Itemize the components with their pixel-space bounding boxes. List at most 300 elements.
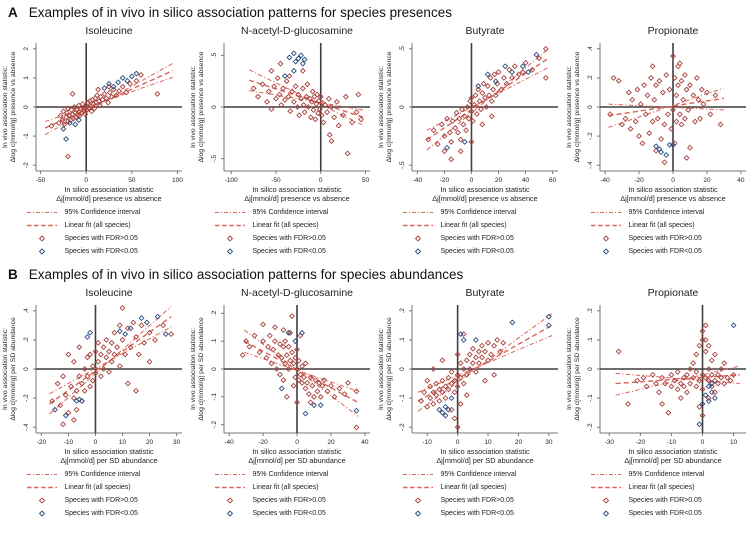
data-point-diamond-icon: [688, 145, 693, 150]
svg-text:.2: .2: [587, 308, 594, 314]
data-point-diamond-icon: [99, 352, 104, 357]
legend-label: Species with FDR<0.05: [628, 510, 702, 517]
ci-line-icon: [402, 470, 434, 479]
svg-text:-2: -2: [23, 162, 30, 169]
data-point-diamond-icon: [452, 416, 457, 421]
data-point-diamond-icon: [82, 389, 87, 394]
data-point-diamond-icon: [134, 71, 139, 76]
svg-text:.2: .2: [399, 308, 406, 314]
legend-label: Species with FDR<0.05: [252, 510, 326, 517]
svg-text:0: 0: [399, 367, 406, 371]
data-point-diamond-icon: [694, 370, 699, 375]
legend-item-marker_blue: [214, 245, 351, 258]
data-point-diamond-icon: [72, 418, 77, 423]
data-point-diamond-icon: [309, 115, 314, 120]
legend-item-marker_blue: [26, 507, 163, 520]
data-point-diamond-icon: [688, 381, 693, 386]
series-marker_blue: [279, 331, 358, 416]
data-point-diamond-icon: [461, 381, 466, 386]
svg-text:-40: -40: [600, 177, 610, 184]
svg-text:.1: .1: [399, 337, 406, 343]
data-point-diamond-icon: [688, 83, 693, 88]
data-point-diamond-icon: [491, 87, 496, 92]
data-point-diamond-icon: [356, 92, 361, 97]
data-point-diamond-icon: [336, 123, 341, 128]
data-point-diamond-icon: [464, 358, 469, 363]
data-point-diamond-icon: [278, 61, 283, 66]
data-point-diamond-icon: [325, 110, 330, 115]
data-point-diamond-icon: [281, 378, 286, 383]
svg-text:-20: -20: [439, 177, 450, 184]
legend-label: Species with FDR>0.05: [440, 497, 514, 504]
svg-text:Δlog c[mmol/g] per SD abundanc: Δlog c[mmol/g] per SD abundance: [386, 317, 393, 421]
data-point-diamond-icon: [722, 361, 727, 366]
linear-fit-line: [244, 341, 358, 402]
data-point-diamond-icon: [649, 76, 654, 81]
data-point-diamond-icon: [335, 100, 340, 105]
data-point-diamond-icon: [300, 381, 305, 386]
svg-text:0: 0: [671, 177, 675, 184]
svg-text:-10: -10: [63, 439, 74, 446]
data-point-diamond-icon: [713, 93, 718, 98]
series-marker_blue: [53, 314, 168, 418]
svg-text:In silico association statisti: In silico association statistic: [440, 185, 530, 194]
data-point-diamond-icon: [440, 378, 445, 383]
svg-text:30: 30: [172, 439, 181, 446]
scatter-plot-a-isoleucine: [0, 21, 188, 205]
data-point-diamond-icon: [437, 399, 442, 404]
chart-cell-a-propionate: [564, 21, 752, 258]
data-point-diamond-icon: [480, 355, 485, 360]
svg-text:-100: -100: [224, 177, 238, 184]
svg-text:In vivo association statistic:: In vivo association statistic:: [190, 328, 197, 410]
data-point-diamond-icon: [70, 92, 75, 97]
data-point-diamond-icon: [677, 61, 682, 66]
data-point-diamond-icon: [464, 128, 469, 133]
legend-label: Species with FDR>0.05: [628, 235, 702, 242]
data-point-diamond-icon: [268, 333, 273, 338]
data-point-diamond-icon: [354, 389, 359, 394]
data-point-diamond-icon: [305, 381, 310, 386]
data-point-diamond-icon: [311, 108, 316, 113]
data-point-diamond-icon: [483, 95, 488, 100]
data-point-diamond-icon: [88, 384, 93, 389]
scatter-plot-b-n-acetyl-d-glucosamine: [188, 283, 376, 467]
data-point-diamond-icon: [633, 119, 638, 124]
data-point-diamond-icon: [654, 83, 659, 88]
svg-text:20: 20: [703, 177, 711, 184]
legend-label: 95% Confidence interval: [64, 471, 141, 478]
legend-item-marker_red: [402, 494, 539, 507]
legend-label: Linear fit (all species): [628, 222, 695, 229]
data-point-diamond-icon: [480, 122, 485, 127]
data-point-diamond-icon: [422, 390, 427, 395]
data-point-diamond-icon: [443, 396, 448, 401]
data-point-diamond-icon: [657, 79, 662, 84]
svg-text:In silico association statisti: In silico association statistic: [628, 447, 718, 456]
svg-text:0: 0: [587, 105, 594, 109]
svg-text:-.1: -.1: [211, 393, 218, 401]
data-point-diamond-icon: [310, 383, 315, 388]
legend-item-marker_red: [214, 494, 351, 507]
data-point-diamond-icon: [710, 390, 715, 395]
legend-label: Species with FDR<0.05: [440, 510, 514, 517]
data-point-diamond-icon: [123, 332, 128, 337]
data-point-diamond-icon: [290, 350, 295, 355]
data-point-diamond-icon: [677, 112, 682, 117]
svg-text:.5: .5: [211, 52, 218, 59]
data-point-diamond-icon: [495, 338, 500, 343]
legend-item-marker_blue: [214, 507, 351, 520]
data-point-diamond-icon: [471, 361, 476, 366]
fdr-lt-marker-icon: [402, 247, 434, 256]
svg-text:In vivo association statistic:: In vivo association statistic:: [378, 66, 385, 148]
data-point-diamond-icon: [623, 116, 628, 121]
svg-text:Δj[mmol/d] per SD abundance: Δj[mmol/d] per SD abundance: [624, 456, 722, 465]
panel-b-letter: B: [8, 267, 18, 282]
data-point-diamond-icon: [477, 349, 482, 354]
linear-fit-line: [418, 325, 552, 401]
data-point-diamond-icon: [703, 323, 708, 328]
svg-text:0: 0: [399, 105, 406, 109]
data-point-diamond-icon: [88, 330, 93, 335]
data-point-diamond-icon: [456, 130, 461, 135]
data-point-diamond-icon: [502, 76, 507, 81]
data-point-diamond-icon: [694, 352, 699, 357]
series-marker_red: [419, 332, 506, 430]
legend-label: Species with FDR>0.05: [64, 235, 138, 242]
data-point-diamond-icon: [116, 80, 121, 85]
data-point-diamond-icon: [496, 70, 501, 75]
data-point-diamond-icon: [90, 378, 95, 383]
data-point-diamond-icon: [461, 332, 466, 337]
svg-text:0: 0: [93, 439, 98, 446]
svg-text:Δj[mmol/d] presence vs absence: Δj[mmol/d] presence vs absence: [432, 194, 538, 203]
svg-text:Δlog c[mmol/g] presence vs abs: Δlog c[mmol/g] presence vs absence: [198, 51, 205, 163]
ci-line-icon: [214, 208, 246, 217]
data-point-diamond-icon: [301, 375, 306, 380]
data-point-diamond-icon: [290, 314, 295, 319]
fit-line-icon: [26, 483, 58, 492]
series-marker_red: [240, 314, 358, 430]
legend-label: Species with FDR<0.05: [64, 510, 138, 517]
data-point-diamond-icon: [273, 339, 278, 344]
data-point-diamond-icon: [354, 408, 359, 413]
scatter-plot-a-n-acetyl-d-glucosamine: [188, 21, 376, 205]
legend-label: Linear fit (all species): [64, 222, 131, 229]
legend-label: Species with FDR<0.05: [628, 248, 702, 255]
fdr-lt-marker-icon: [26, 247, 58, 256]
data-point-diamond-icon: [708, 112, 713, 117]
data-point-diamond-icon: [461, 122, 466, 127]
svg-text:In vivo association statistic:: In vivo association statistic:: [2, 66, 9, 148]
fit-line-icon: [590, 483, 622, 492]
svg-text:Propionate: Propionate: [647, 25, 699, 37]
data-point-diamond-icon: [480, 343, 485, 348]
data-point-diamond-icon: [703, 349, 708, 354]
data-point-diamond-icon: [458, 149, 463, 154]
data-point-diamond-icon: [240, 353, 245, 358]
data-point-diamond-icon: [251, 86, 256, 91]
data-point-diamond-icon: [458, 361, 463, 366]
data-point-diamond-icon: [283, 339, 288, 344]
series-marker_red: [50, 306, 174, 427]
data-point-diamond-icon: [288, 358, 293, 363]
data-point-diamond-icon: [616, 349, 621, 354]
svg-text:In silico association statisti: In silico association statistic: [64, 185, 154, 194]
svg-text:Butyrate: Butyrate: [465, 25, 505, 37]
data-point-diamond-icon: [61, 127, 66, 132]
series-marker_blue: [445, 52, 539, 150]
legend-item-fit: [214, 481, 351, 494]
scatter-plot-a-propionate: [564, 21, 752, 205]
fdr-lt-marker-icon: [214, 509, 246, 518]
svg-text:In silico association statisti: In silico association statistic: [628, 185, 718, 194]
data-point-diamond-icon: [650, 119, 655, 124]
svg-text:Δj[mmol/d] presence vs absence: Δj[mmol/d] presence vs absence: [244, 194, 350, 203]
data-point-diamond-icon: [115, 345, 120, 350]
data-point-diamond-icon: [464, 393, 469, 398]
data-point-diamond-icon: [650, 64, 655, 69]
chart-cell-a-isoleucine: [0, 21, 188, 258]
data-point-diamond-icon: [73, 122, 78, 127]
legend-item-fit: [590, 219, 727, 232]
svg-text:0: 0: [295, 439, 299, 446]
panel-b-title: Examples of in vivo in silico association patterns for species abundances: [28, 267, 464, 282]
svg-text:-.2: -.2: [211, 420, 218, 429]
data-point-diamond-icon: [486, 341, 491, 346]
legend-item-fit: [26, 481, 163, 494]
data-point-diamond-icon: [279, 356, 284, 361]
data-point-diamond-icon: [96, 87, 101, 92]
data-point-diamond-icon: [274, 96, 279, 101]
data-point-diamond-icon: [664, 73, 669, 78]
data-point-diamond-icon: [279, 386, 284, 391]
chart-cell-b-butyrate: [376, 283, 564, 520]
svg-text:Δj[mmol/d] per SD abundance: Δj[mmol/d] per SD abundance: [60, 456, 158, 465]
data-point-diamond-icon: [449, 140, 454, 145]
fit-line-icon: [214, 483, 246, 492]
data-point-diamond-icon: [107, 349, 112, 354]
data-point-diamond-icon: [652, 97, 657, 102]
data-point-diamond-icon: [278, 342, 283, 347]
svg-text:-10: -10: [422, 439, 432, 446]
data-point-diamond-icon: [318, 403, 323, 408]
legend-item-marker_red: [26, 494, 163, 507]
data-point-diamond-icon: [544, 76, 549, 81]
data-point-diamond-icon: [308, 400, 313, 405]
data-point-diamond-icon: [120, 76, 125, 81]
svg-text:In silico association statisti: In silico association statistic: [64, 447, 154, 456]
legend: [402, 468, 539, 520]
svg-text:Propionate: Propionate: [647, 287, 699, 299]
ci-line-icon: [402, 208, 434, 217]
data-point-diamond-icon: [449, 407, 454, 412]
data-point-diamond-icon: [66, 154, 71, 159]
data-point-diamond-icon: [99, 374, 104, 379]
legend-item-ci: [214, 206, 351, 219]
data-point-diamond-icon: [321, 120, 326, 125]
svg-text:40: 40: [521, 177, 530, 184]
legend-item-fit: [402, 481, 539, 494]
data-point-diamond-icon: [669, 384, 674, 389]
data-point-diamond-icon: [477, 361, 482, 366]
data-point-diamond-icon: [683, 116, 688, 121]
data-point-diamond-icon: [256, 94, 261, 99]
data-point-diamond-icon: [659, 150, 664, 155]
data-point-diamond-icon: [488, 76, 493, 81]
data-point-diamond-icon: [462, 140, 467, 145]
data-point-diamond-icon: [703, 338, 708, 343]
svg-text:.4: .4: [23, 308, 30, 314]
svg-text:In vivo association statistic:: In vivo association statistic:: [190, 66, 197, 148]
data-point-diamond-icon: [440, 358, 445, 363]
data-point-diamond-icon: [630, 97, 635, 102]
legend-label: Linear fit (all species): [64, 484, 131, 491]
svg-text:Δj[mmol/d] presence vs absence: Δj[mmol/d] presence vs absence: [620, 194, 726, 203]
svg-text:2: 2: [23, 47, 30, 51]
data-point-diamond-icon: [475, 112, 480, 117]
data-point-diamond-icon: [58, 113, 63, 118]
data-point-diamond-icon: [301, 86, 306, 91]
data-point-diamond-icon: [85, 335, 90, 340]
data-point-diamond-icon: [96, 341, 101, 346]
data-point-diamond-icon: [300, 364, 305, 369]
data-point-diamond-icon: [628, 127, 633, 132]
data-point-diamond-icon: [512, 64, 517, 69]
svg-text:40: 40: [361, 439, 369, 446]
data-point-diamond-icon: [130, 74, 135, 79]
data-point-diamond-icon: [118, 329, 123, 334]
data-point-diamond-icon: [346, 381, 351, 386]
legend-item-marker_red: [214, 232, 351, 245]
data-point-diamond-icon: [120, 306, 125, 311]
data-point-diamond-icon: [425, 378, 430, 383]
svg-text:1: 1: [23, 76, 30, 80]
data-point-diamond-icon: [266, 89, 271, 94]
data-point-diamond-icon: [345, 151, 350, 156]
data-point-diamond-icon: [288, 109, 293, 114]
svg-text:50: 50: [128, 177, 136, 184]
data-point-diamond-icon: [458, 332, 463, 337]
legend-item-marker_red: [402, 232, 539, 245]
data-point-diamond-icon: [284, 79, 289, 84]
svg-text:-40: -40: [412, 177, 423, 184]
data-point-diamond-icon: [442, 149, 447, 154]
data-point-diamond-icon: [666, 410, 671, 415]
data-point-diamond-icon: [675, 387, 680, 392]
data-point-diamond-icon: [102, 86, 107, 91]
data-point-diamond-icon: [674, 119, 679, 124]
svg-text:Δj[mmol/d] per SD abundance: Δj[mmol/d] per SD abundance: [436, 456, 534, 465]
chart-cell-b-propionate: [564, 283, 752, 520]
data-point-diamond-icon: [265, 100, 270, 105]
data-point-diamond-icon: [661, 90, 666, 95]
svg-text:10: 10: [118, 439, 127, 446]
panel-a-section: [0, 0, 754, 258]
data-point-diamond-icon: [120, 338, 125, 343]
data-point-diamond-icon: [485, 84, 490, 89]
panel-a-charts-row: [0, 21, 754, 258]
data-point-diamond-icon: [163, 332, 168, 337]
data-point-diamond-icon: [691, 93, 696, 98]
data-point-diamond-icon: [501, 341, 506, 346]
data-point-diamond-icon: [117, 89, 122, 94]
legend-item-ci: [402, 206, 539, 219]
series-marker_red: [616, 323, 736, 418]
data-point-diamond-icon: [131, 320, 136, 325]
data-point-diamond-icon: [697, 343, 702, 348]
data-point-diamond-icon: [461, 338, 466, 343]
data-point-diamond-icon: [118, 323, 123, 328]
data-point-diamond-icon: [303, 411, 308, 416]
svg-text:-.2: -.2: [587, 423, 594, 431]
data-point-diamond-icon: [611, 76, 616, 81]
data-point-diamond-icon: [700, 87, 705, 92]
fit-line-icon: [402, 221, 434, 230]
svg-text:Δlog c[mmol/g] per SD abundanc: Δlog c[mmol/g] per SD abundance: [10, 317, 17, 421]
svg-text:0: 0: [84, 177, 88, 184]
data-point-diamond-icon: [467, 352, 472, 357]
data-point-diamond-icon: [261, 322, 266, 327]
svg-text:0: 0: [211, 105, 218, 109]
svg-text:-.2: -.2: [587, 132, 594, 140]
svg-text:-.2: -.2: [399, 423, 406, 431]
legend-item-fit: [402, 219, 539, 232]
svg-text:-50: -50: [35, 177, 46, 184]
data-point-diamond-icon: [473, 93, 478, 98]
data-point-diamond-icon: [74, 407, 79, 412]
data-point-diamond-icon: [534, 52, 539, 57]
data-point-diamond-icon: [483, 378, 488, 383]
svg-text:30: 30: [545, 439, 553, 446]
data-point-diamond-icon: [281, 344, 286, 349]
svg-text:Δj[mmol/d] per SD abundance: Δj[mmol/d] per SD abundance: [248, 456, 346, 465]
data-point-diamond-icon: [706, 343, 711, 348]
data-point-diamond-icon: [698, 116, 703, 121]
scatter-plot-a-butyrate: [376, 21, 564, 205]
data-point-diamond-icon: [684, 87, 689, 92]
data-point-diamond-icon: [480, 91, 485, 96]
data-point-diamond-icon: [685, 390, 690, 395]
data-point-diamond-icon: [285, 395, 290, 400]
svg-text:.2: .2: [23, 337, 30, 343]
svg-text:-.5: -.5: [399, 161, 406, 169]
data-point-diamond-icon: [489, 352, 494, 357]
svg-text:.5: .5: [399, 46, 406, 52]
fdr-gt-marker-icon: [402, 234, 434, 243]
data-point-diamond-icon: [684, 156, 689, 161]
data-point-diamond-icon: [329, 383, 334, 388]
legend: [214, 206, 351, 258]
data-point-diamond-icon: [483, 349, 488, 354]
svg-text:-20: -20: [36, 439, 47, 446]
legend-label: Linear fit (all species): [252, 484, 319, 491]
svg-text:20: 20: [514, 439, 523, 446]
data-point-diamond-icon: [710, 358, 715, 363]
data-point-diamond-icon: [669, 373, 674, 378]
svg-text:0: 0: [23, 367, 30, 371]
legend-item-ci: [214, 468, 351, 481]
data-point-diamond-icon: [659, 137, 664, 142]
data-point-diamond-icon: [713, 390, 718, 395]
data-point-diamond-icon: [660, 402, 665, 407]
legend-item-fit: [590, 481, 727, 494]
svg-text:-20: -20: [635, 439, 646, 446]
svg-text:-.5: -.5: [211, 154, 218, 163]
legend-label: 95% Confidence interval: [440, 471, 517, 478]
svg-text:0: 0: [469, 177, 474, 184]
